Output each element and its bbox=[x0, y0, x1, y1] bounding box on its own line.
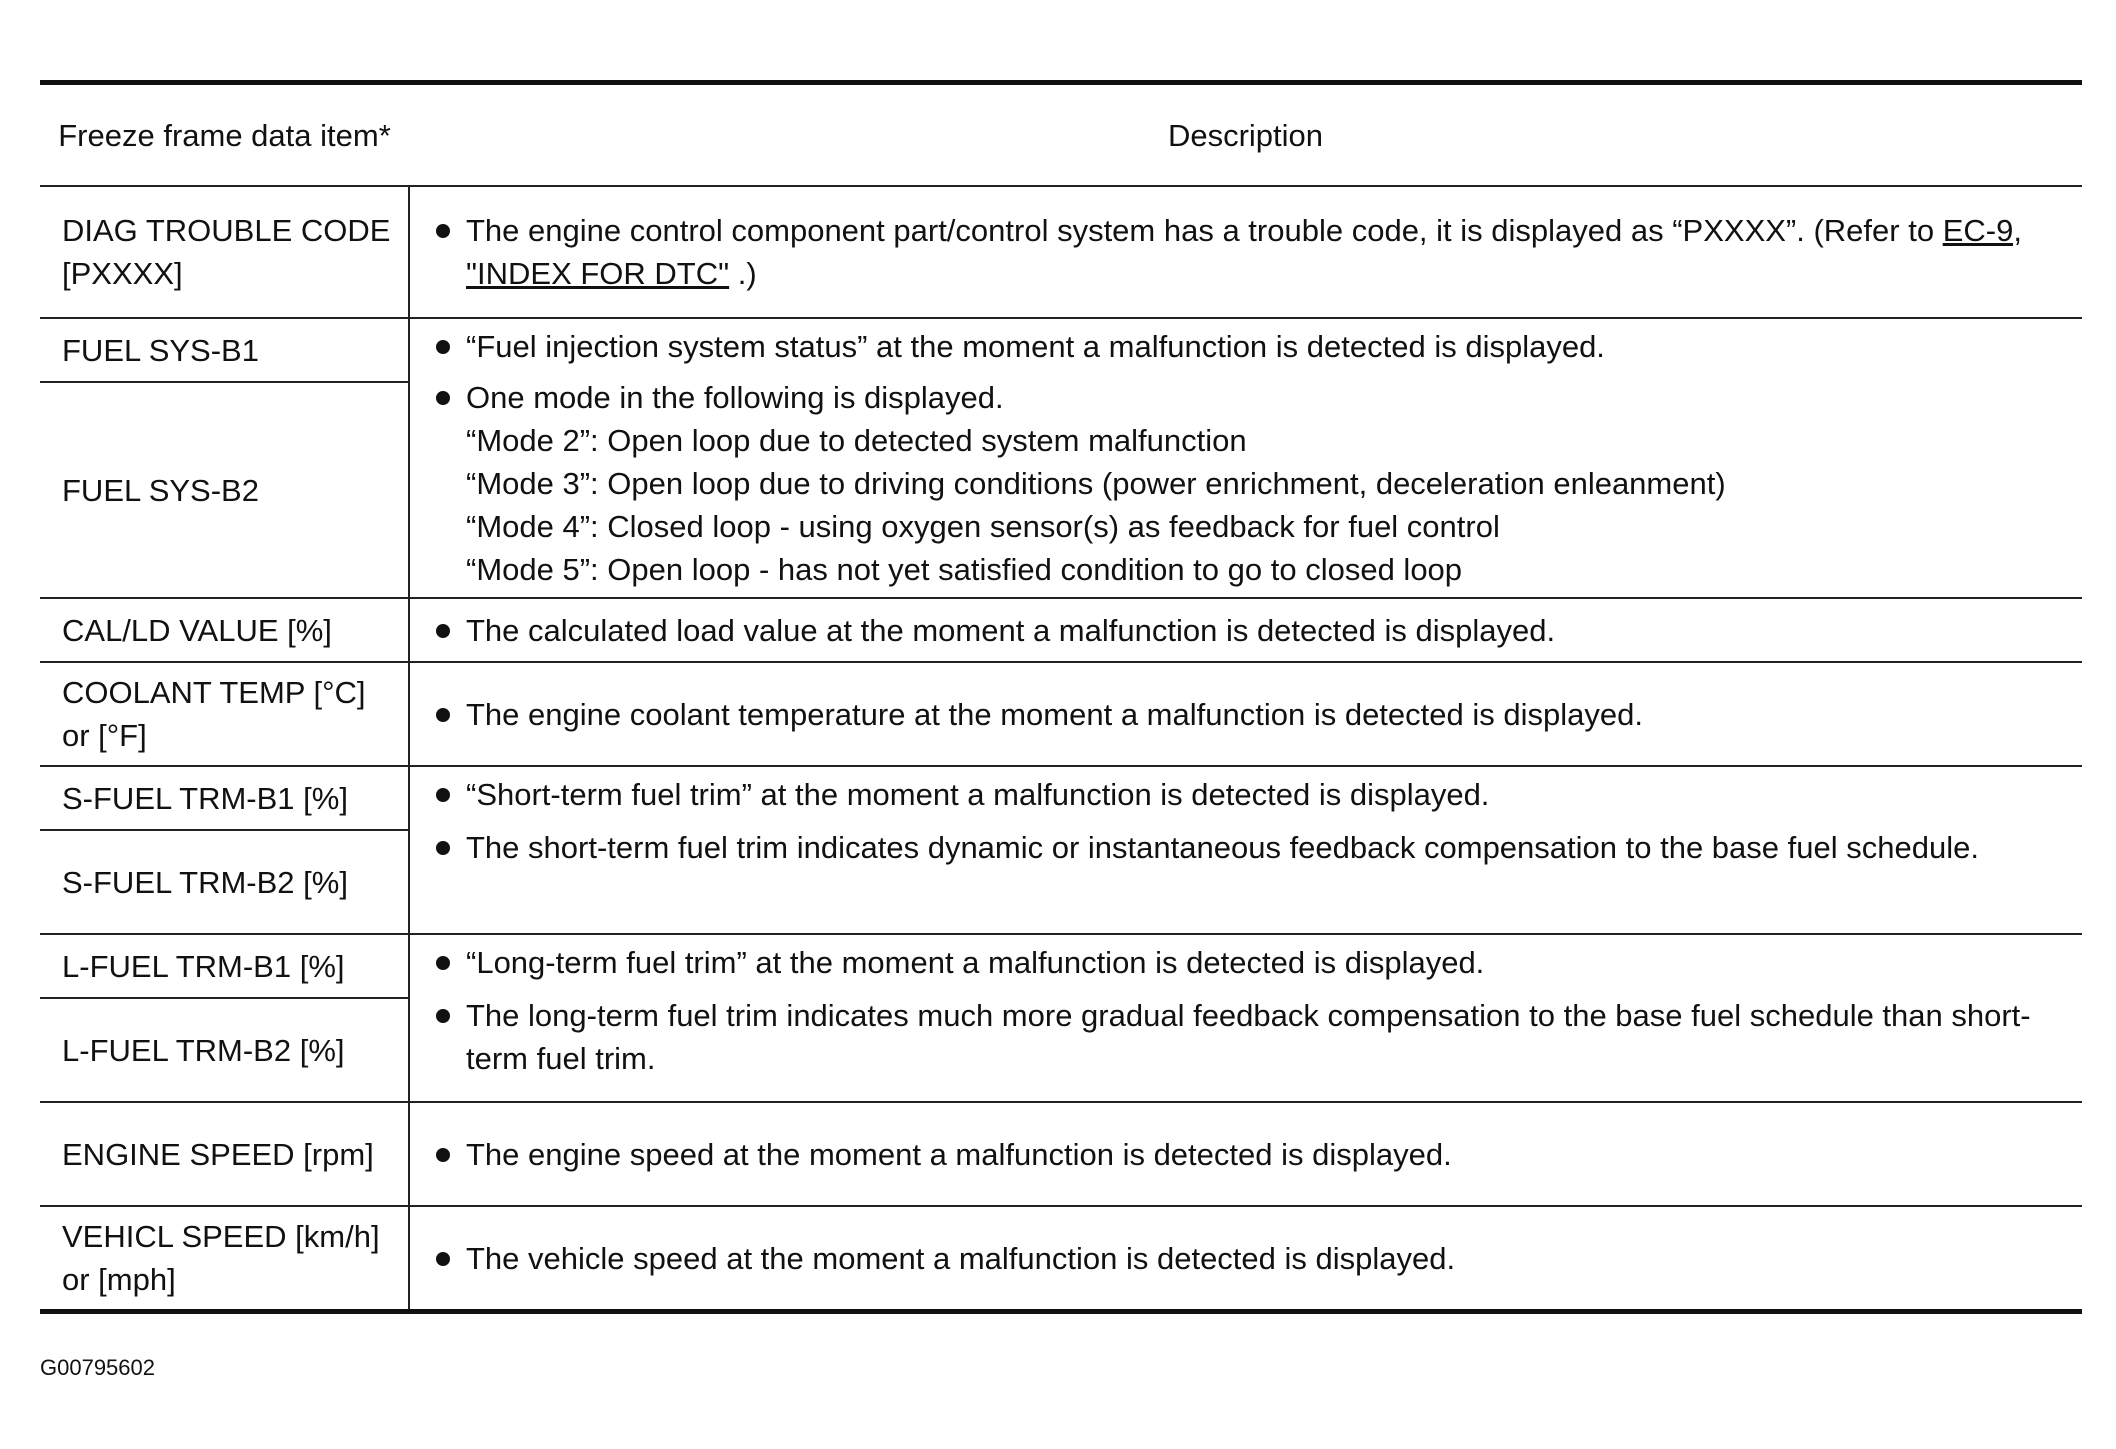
desc-diag-trouble-code bbox=[409, 186, 2082, 318]
desc-l-fuel-trm bbox=[409, 934, 2082, 1102]
table-row bbox=[40, 186, 2082, 318]
desc-vehicle-speed bbox=[409, 1206, 2082, 1312]
desc-fuel-sys bbox=[409, 318, 2082, 598]
item-l-fuel-trm-b1: L-FUEL TRM-B1 [%] bbox=[40, 934, 409, 998]
table-row bbox=[40, 934, 2082, 998]
table-header-row bbox=[40, 83, 2082, 187]
item-fuel-sys-b1: FUEL SYS-B1 bbox=[40, 318, 409, 382]
item-s-fuel-trm-b1: S-FUEL TRM-B1 [%] bbox=[40, 766, 409, 830]
fuel-sys-desc-2: One mode in the following is displayed. bbox=[466, 380, 1004, 415]
desc-cal-ld-value bbox=[409, 598, 2082, 662]
table-row bbox=[40, 318, 2082, 382]
item-l-fuel-trm-b2: L-FUEL TRM-B2 [%] bbox=[40, 998, 409, 1102]
bullet-icon bbox=[436, 956, 450, 970]
bullet-icon bbox=[436, 340, 450, 354]
diag-desc-tail: .) bbox=[729, 256, 757, 291]
mode-line: “Mode 2”: Open loop due to detected system malfunction bbox=[466, 423, 1247, 458]
bullet-icon bbox=[436, 1009, 450, 1023]
bullet-icon bbox=[436, 1252, 450, 1266]
table-row bbox=[40, 598, 2082, 662]
bullet-icon bbox=[436, 841, 450, 855]
s-fuel-desc-2: The short-term fuel trim indicates dynamic or instantaneous feedback compensation to the base fuel schedule. bbox=[466, 830, 1979, 865]
bullet-icon bbox=[436, 708, 450, 722]
desc-coolant-temp bbox=[409, 662, 2082, 766]
item-vehicle-speed: VEHICL SPEED [km/h] or [mph] bbox=[40, 1206, 409, 1312]
diag-desc-text: The engine control component part/control system has a trouble code, it is displayed as “PXXXX”. (Refer to bbox=[466, 213, 1943, 248]
fuel-sys-desc-1: “Fuel injection system status” at the moment a malfunction is detected is displayed. bbox=[466, 329, 1605, 364]
mode-line: “Mode 3”: Open loop due to driving conditions (power enrichment, deceleration enleanment) bbox=[466, 466, 1726, 501]
table-row bbox=[40, 766, 2082, 830]
bullet-icon bbox=[436, 1148, 450, 1162]
cal-ld-desc: The calculated load value at the moment a malfunction is detected is displayed. bbox=[466, 612, 1556, 648]
l-fuel-desc-1: “Long-term fuel trim” at the moment a malfunction is detected is displayed. bbox=[466, 945, 1485, 980]
item-coolant-temp: COOLANT TEMP [°C] or [°F] bbox=[40, 662, 409, 766]
freeze-frame-table bbox=[40, 80, 2082, 1314]
header-description: Description bbox=[409, 83, 2082, 187]
table-row bbox=[40, 1102, 2082, 1206]
bullet-icon bbox=[436, 224, 450, 238]
s-fuel-desc-1: “Short-term fuel trim” at the moment a malfunction is detected is displayed. bbox=[466, 777, 1490, 812]
vehicle-speed-desc: The vehicle speed at the moment a malfunction is detected is displayed. bbox=[466, 1240, 1456, 1276]
table-row bbox=[40, 662, 2082, 766]
item-fuel-sys-b2: FUEL SYS-B2 bbox=[40, 382, 409, 598]
figure-id: G00795602 bbox=[40, 1355, 155, 1380]
desc-s-fuel-trm bbox=[409, 766, 2082, 934]
table-row bbox=[40, 1206, 2082, 1312]
desc-engine-speed bbox=[409, 1102, 2082, 1206]
mode-line: “Mode 5”: Open loop - has not yet satisfied condition to go to closed loop bbox=[466, 552, 1463, 587]
item-cal-ld-value: CAL/LD VALUE [%] bbox=[40, 598, 409, 662]
header-item: Freeze frame data item* bbox=[40, 83, 409, 187]
mode-line: “Mode 4”: Closed loop - using oxygen sensor(s) as feedback for fuel control bbox=[466, 509, 1500, 544]
bullet-icon bbox=[436, 624, 450, 638]
engine-speed-desc: The engine speed at the moment a malfunction is detected is displayed. bbox=[466, 1136, 1452, 1172]
item-diag-trouble-code: DIAG TROUBLE CODE [PXXXX] bbox=[40, 186, 409, 318]
item-engine-speed: ENGINE SPEED [rpm] bbox=[40, 1102, 409, 1206]
freeze-frame-document bbox=[40, 80, 2082, 1314]
item-s-fuel-trm-b2: S-FUEL TRM-B2 [%] bbox=[40, 830, 409, 934]
coolant-desc: The engine coolant temperature at the moment a malfunction is detected is displayed. bbox=[466, 696, 1643, 732]
l-fuel-desc-2: The long-term fuel trim indicates much more gradual feedback compensation to the base fuel schedule than short-term fuel trim. bbox=[466, 998, 2031, 1076]
bullet-icon bbox=[436, 788, 450, 802]
bullet-icon bbox=[436, 391, 450, 405]
index-for-dtc-link[interactable]: EC-9, "INDEX FOR DTC" bbox=[466, 213, 2022, 291]
